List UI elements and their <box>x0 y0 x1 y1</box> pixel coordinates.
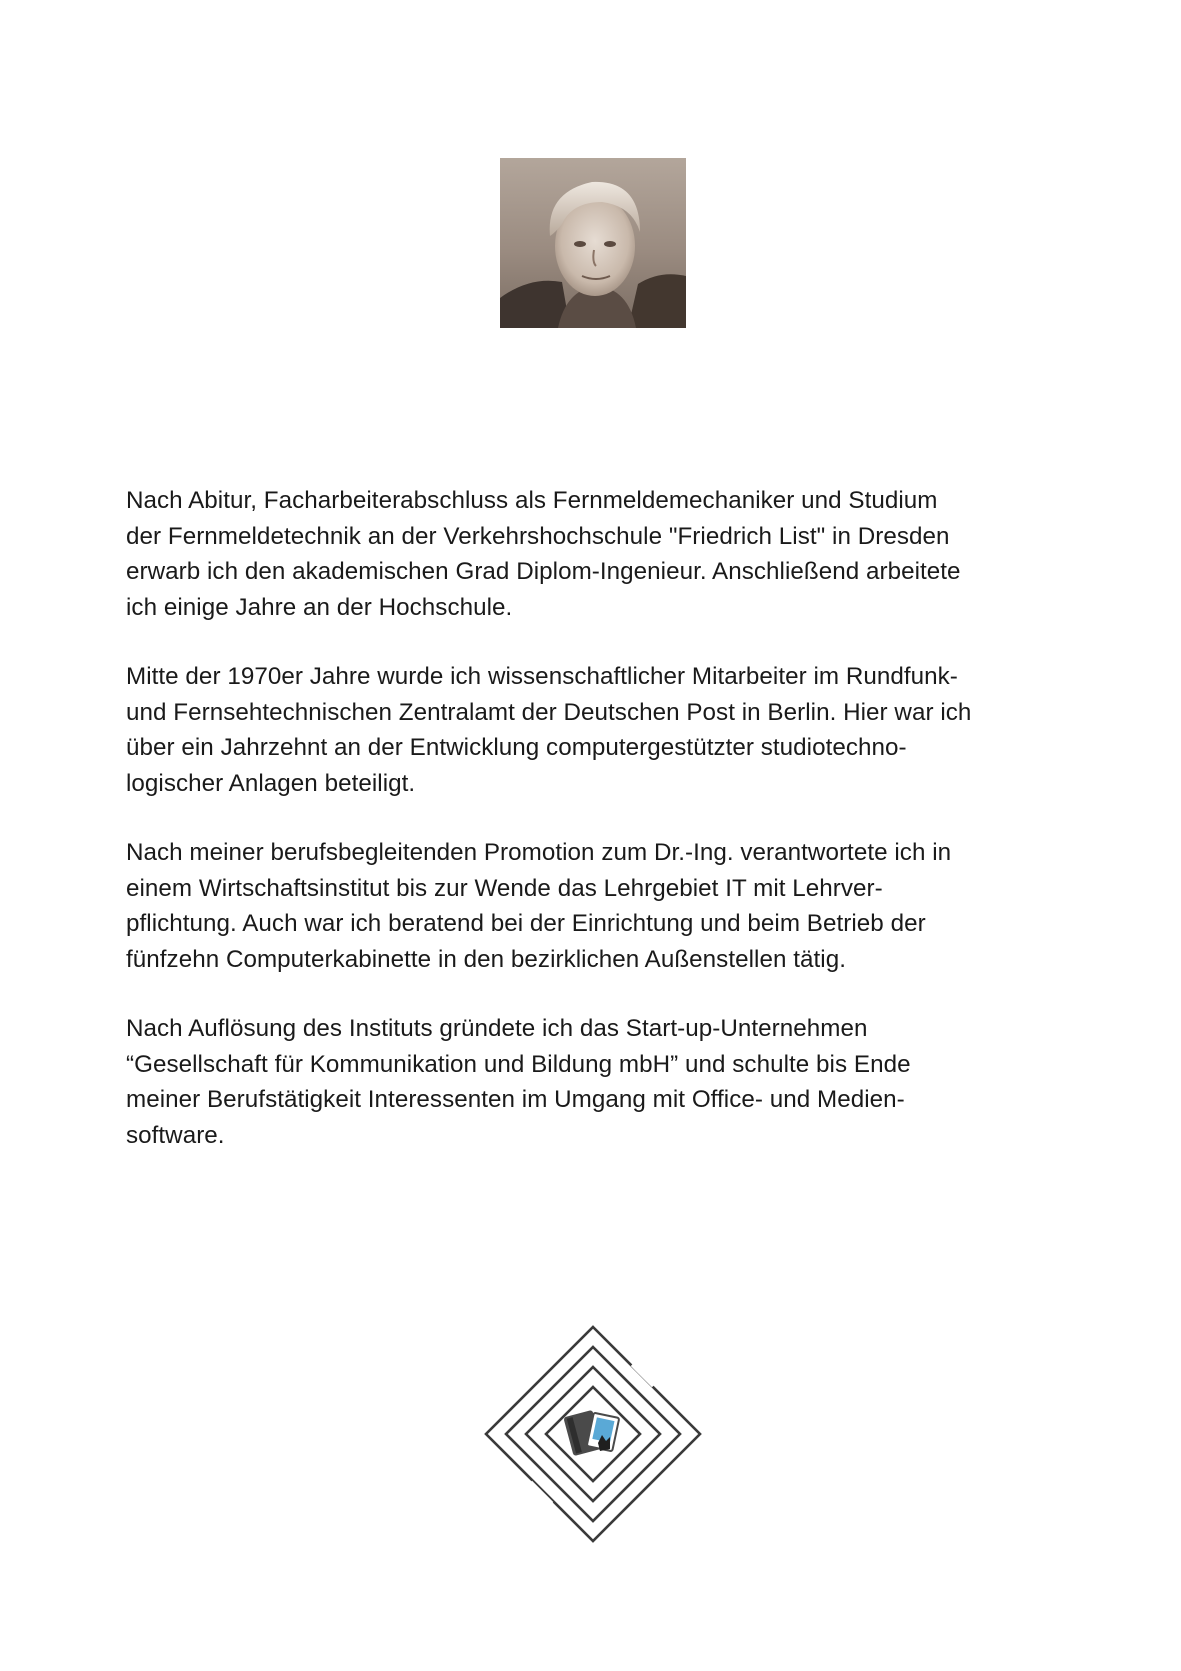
bio-paragraph-4 <box>126 1011 1076 1153</box>
bio-line: erwarb ich den akademischen Grad Diplom-Ingenieur. Anschließend arbeitete <box>126 558 961 585</box>
bio-line: Nach meiner berufsbegleitenden Promotion zum Dr.-Ing. verantwortete ich in <box>126 839 952 866</box>
portrait-photo <box>500 158 686 328</box>
bio-paragraph-2 <box>126 659 1076 801</box>
company-logo <box>482 1323 704 1545</box>
biography-text <box>126 483 1076 1187</box>
bio-line: der Fernmeldetechnik an der Verkehrshochschule "Friedrich List" in Dresden <box>126 522 950 550</box>
bio-line: pflichtung. Auch war ich beratend bei der Einrichtung und beim Betrieb der <box>126 910 926 937</box>
bio-line: Mitte der 1970er Jahre wurde ich wissenschaftlicher Mitarbeiter im Rundfunk- <box>126 663 958 690</box>
bio-line: einem Wirtschaftsinstitut bis zur Wende das Lehrgebiet IT mit Lehrver- <box>126 874 883 902</box>
bio-line: ich einige Jahre an der Hochschule. <box>126 593 513 621</box>
portrait-photo-icon <box>500 158 686 328</box>
bio-paragraph-1 <box>126 483 1076 625</box>
bio-line: über ein Jahrzehnt an der Entwicklung computergestützter studiotechno- <box>126 734 907 761</box>
bio-line: logischer Anlagen beteiligt. <box>126 769 416 797</box>
bio-paragraph-3 <box>126 835 1076 977</box>
bio-line: meiner Berufstätigkeit Interessenten im Umgang mit Office- und Medien- <box>126 1086 905 1113</box>
bio-line: fünfzehn Computerkabinette in den bezirklichen Außenstellen tätig. <box>126 945 846 973</box>
bio-line: “Gesellschaft für Kommunikation und Bildung mbH” und schulte bis Ende <box>126 1050 911 1078</box>
bio-line: software. <box>126 1121 225 1149</box>
diamond-book-tablet-logo-icon <box>482 1323 704 1545</box>
bio-line: Nach Abitur, Facharbeiterabschluss als Fernmeldemechaniker und Studium <box>126 487 938 514</box>
bio-line: und Fernsehtechnischen Zentralamt der Deutschen Post in Berlin. Hier war ich <box>126 698 972 726</box>
bio-line: Nach Auflösung des Instituts gründete ich das Start-up-Unternehmen <box>126 1015 868 1042</box>
